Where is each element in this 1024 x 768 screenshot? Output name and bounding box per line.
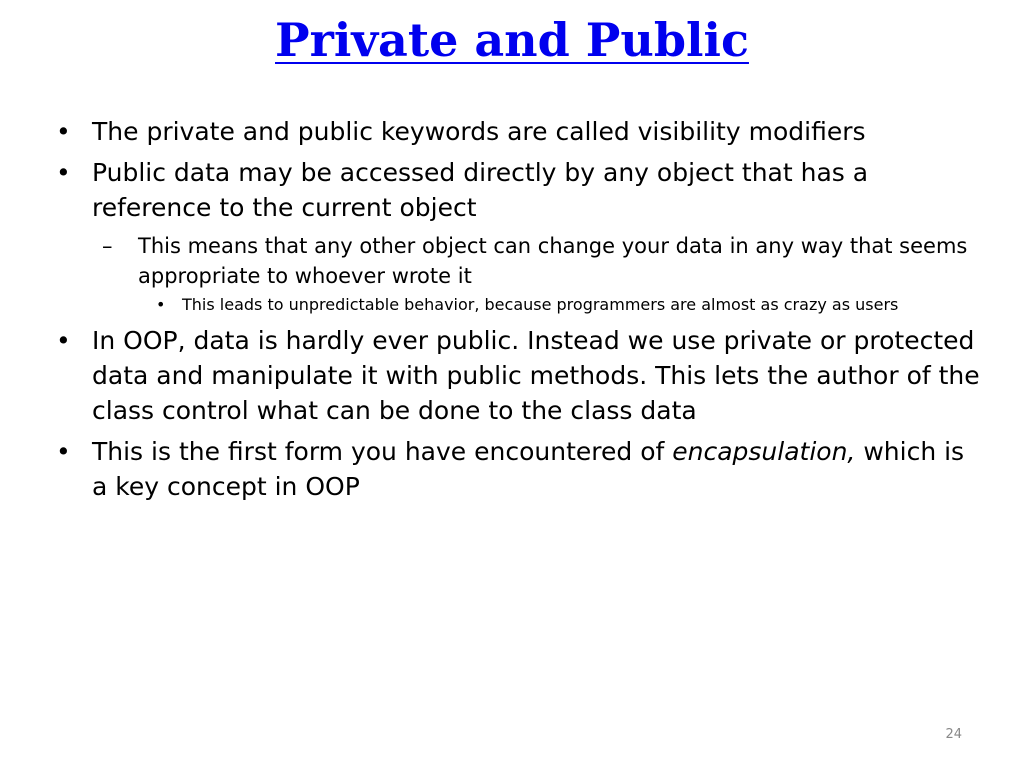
sub-sub-bullet-item <box>156 293 986 317</box>
slide-title: Private and Public <box>275 13 749 67</box>
bullet-text: Public data may be accessed directly by any object that has a reference to the current object <box>92 158 869 222</box>
sub-sub-bullet-text: This leads to unpredictable behavior, because programmers are almost as crazy as users <box>182 295 899 314</box>
bullet-item <box>56 323 986 428</box>
bullet-text: The private and public keywords are called visibility modifiers <box>92 117 866 146</box>
bullet-text-after: which is a key concept in OOP <box>92 437 965 501</box>
bullet-list <box>56 114 986 504</box>
bullet-item <box>56 434 986 504</box>
bullet-item <box>56 114 986 149</box>
bullet-icon: • <box>156 295 166 314</box>
bullet-text-before: This is the first form you have encountered of <box>92 437 673 466</box>
dash-icon: – <box>102 234 113 258</box>
bullet-icon: • <box>56 326 71 355</box>
page-number: 24 <box>945 727 962 742</box>
sub-bullet-text: This means that any other object can change your data in any way that seems appropriate to whoever wrote it <box>138 234 968 288</box>
bullet-icon: • <box>56 117 71 146</box>
bullet-icon: • <box>56 158 71 187</box>
bullet-item <box>56 155 986 225</box>
bullet-icon: • <box>56 437 71 466</box>
bullet-text: In OOP, data is hardly ever public. Instead we use private or protected data and manipulate it with public methods. This lets the author of the class control what can be done to the class data <box>92 326 980 425</box>
sub-bullet-item <box>102 231 986 291</box>
emphasis-text: encapsulation, <box>672 437 856 466</box>
slide-content <box>56 114 986 510</box>
